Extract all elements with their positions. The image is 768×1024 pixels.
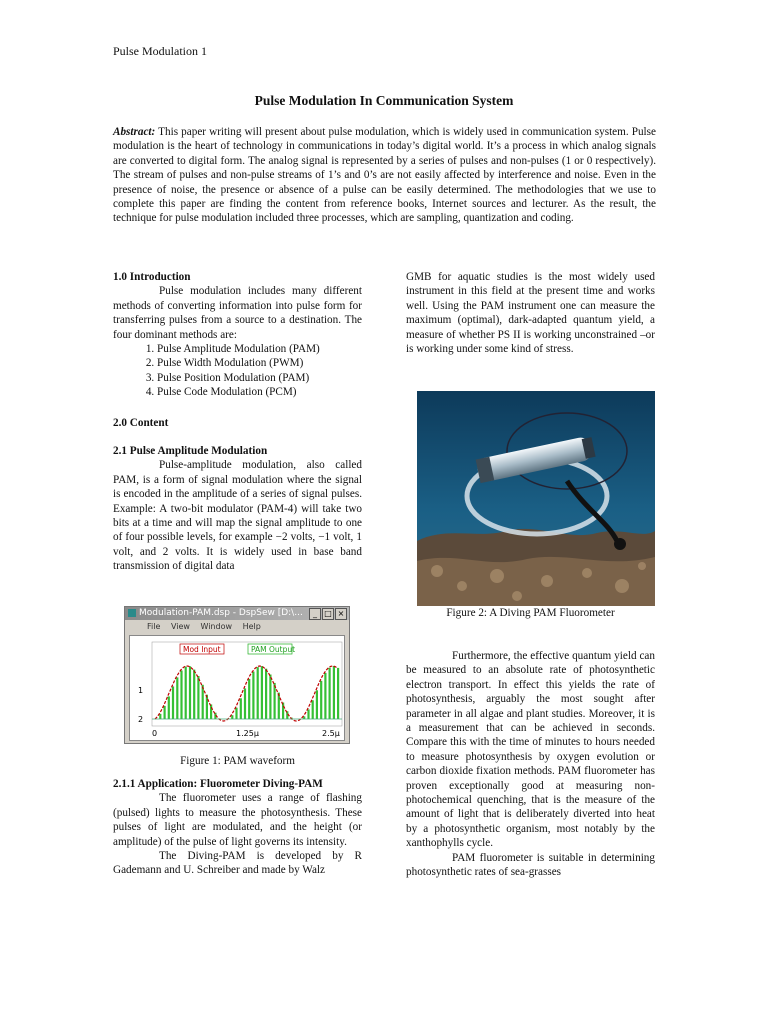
intro-heading: 1.0 Introduction <box>113 271 191 283</box>
pam-bar <box>337 668 339 719</box>
pam-bar <box>164 706 166 719</box>
pam-bar <box>333 666 335 719</box>
pam-bar <box>329 668 331 719</box>
pam-plot <box>129 635 345 741</box>
pam-text: Pulse-amplitude modulation, also called PAM, is a form of signal modulation where the signal is encoded in the amplitude of a series of signal pulses. Example: A two-bit modulator (PAM-4) will take two bits at a time and will map the signal amplitude to one of four possible levels, for example −2 volts, −1 volt, 1 volt, and 2 volts. It is widely used in base band transmission of digital data <box>113 459 362 573</box>
pam-bar <box>193 670 195 719</box>
pam-bar <box>274 683 276 719</box>
pam-bar <box>172 686 174 719</box>
right-text-1: GMB for aquatic studies is the most widely used instrument in this field at the present time and works well. Using the PAM instrument one can measure the maximum (optimal), dark-adapted quantum yield, a measure of whether PS II is working unconstrained –or is working under some kind of stress. <box>406 271 655 356</box>
pam-bar <box>252 672 254 719</box>
application-text-1: The fluorometer uses a range of flashing (pulsed) lights to measure the photosynthesis. These pulses of light are modulated, and the height (or amplitude) of the pulse of light governs its intensity. <box>113 792 362 848</box>
figure2-caption: Figure 2: A Diving PAM Fluorometer <box>446 607 615 619</box>
legend-mod-input: Mod Input <box>183 645 221 654</box>
abstract <box>113 125 656 226</box>
pam-bar <box>248 679 250 719</box>
diving-pam-image <box>417 391 655 606</box>
menu-window: Window <box>200 622 233 631</box>
pam-heading: 2.1 Pulse Amplitude Modulation <box>113 445 268 457</box>
pam-bar <box>210 704 212 719</box>
list-item: 2. Pulse Width Modulation (PWM) <box>157 356 362 370</box>
pam-bar <box>244 688 246 719</box>
pam-bar <box>312 700 314 719</box>
window-title: Modulation-PAM.dsp - DspSew [D:\... <box>139 608 303 618</box>
list-item: 4. Pulse Code Modulation (PCM) <box>157 385 362 399</box>
menu-view: View <box>170 622 190 631</box>
pam-bar <box>180 671 182 720</box>
pam-bar <box>206 695 208 719</box>
x-tick-mid: 1.25µ <box>236 729 259 738</box>
y-label-2: 2 <box>138 715 144 724</box>
right-column-bottom <box>406 649 655 880</box>
pam-bar <box>278 693 280 719</box>
figure1-caption: Figure 1: PAM waveform <box>180 755 295 767</box>
menu-help: Help <box>242 622 261 631</box>
pam-bar <box>168 696 170 719</box>
application-heading: 2.1.1 Application: Fluorometer Diving-PAM <box>113 778 323 790</box>
pam-bar <box>235 708 237 719</box>
pam-bar <box>269 675 271 720</box>
app-icon <box>128 609 136 617</box>
maximize-icon: □ <box>322 608 334 620</box>
y-label-1: 1 <box>138 686 144 695</box>
pam-bar <box>261 666 263 719</box>
pam-bar <box>324 673 326 719</box>
pam-bar <box>189 666 191 719</box>
paper-title: Pulse Modulation In Communication System <box>254 93 514 108</box>
window-titlebar <box>125 607 349 620</box>
application-text-2: The Diving-PAM is developed by R Gademann and U. Schreiber and made by Walz <box>113 850 362 877</box>
pam-bar <box>282 703 284 720</box>
pam-bar <box>202 685 204 719</box>
menu-file: File <box>147 622 161 631</box>
pam-bar <box>316 690 318 719</box>
figure2-photo <box>417 391 655 606</box>
pam-bar <box>231 715 233 719</box>
figure1-window <box>124 606 350 744</box>
pam-bar <box>159 714 161 719</box>
pam-bar <box>176 677 178 719</box>
right-text-2: Furthermore, the effective quantum yield can be measured to an absolute rate of photosynthetic electron transport. In effect this yields the rate of photosynthesis, arguably the most sought after parameter in all algae and plant studies. Moreover, it is a measurement that can be achieved in seconds. Compare this with the time of minutes to hours needed to measure photosynthesis by oxygen evolution or carbon dioxide fixation methods. PAM fluorometer has proven exceptionally good at measuring non-photochemical quenching, that is the measure of the amount of light that is deliberately diverted into heat by a photosynthetic organism, most notably by the xanthophylls cycle. <box>406 650 655 850</box>
x-tick-0: 0 <box>152 729 158 738</box>
pam-bar <box>320 681 322 719</box>
pam-section <box>113 444 362 574</box>
pam-bar <box>240 698 242 719</box>
left-column <box>113 270 362 400</box>
pam-bar <box>185 667 187 719</box>
pam-bar <box>197 676 199 719</box>
list-item: 1. Pulse Amplitude Modulation (PAM) <box>157 342 362 356</box>
content-section <box>113 416 362 430</box>
legend-pam-output: PAM Output <box>251 645 296 654</box>
intro-text: Pulse modulation includes many different methods of converting information into pulse form for transferring pulses from a source to a destination. The four dominant methods are: <box>113 285 362 341</box>
window-menubar <box>125 620 349 633</box>
abstract-label: Abstract: <box>113 126 156 138</box>
list-item: 3. Pulse Position Modulation (PAM) <box>157 371 362 385</box>
application-section <box>113 777 362 878</box>
methods-list <box>113 342 362 400</box>
x-tick-end: 2.5µ <box>322 729 340 738</box>
close-icon: × <box>335 608 347 620</box>
pam-waveform-svg <box>130 636 344 740</box>
right-text-3: PAM fluorometer is suitable in determining photosynthetic rates of sea-grasses <box>406 851 655 879</box>
pam-bar <box>307 709 309 719</box>
content-heading: 2.0 Content <box>113 417 169 429</box>
pam-bar <box>257 667 259 719</box>
abstract-text: This paper writing will present about pulse modulation, which is widely used in communication system. Pulse modulation is the heart of technology in communications in today’s digital world. It’s a process in which analog signals are converted to digital form. The analog signal is represented by a series of pulses and non-pulses (1 or 0 respectively). The stream of pulses and non-pulse streams of 1’s and 0’s are not easily affected by interference and noise. Even in the presence of noise, the presence or absence of a pulse can be easily determined. The methodologies that we use to complete this paper are finding the content from reference books, Internet sources and lecturer. As the result, the technique for pulse modulation included three processes, which are sampling, quantization and coding. <box>113 126 656 225</box>
minimize-icon: _ <box>309 608 321 620</box>
right-column-top <box>406 270 655 356</box>
running-header: Pulse Modulation 1 <box>113 44 208 58</box>
pam-bar <box>265 669 267 719</box>
